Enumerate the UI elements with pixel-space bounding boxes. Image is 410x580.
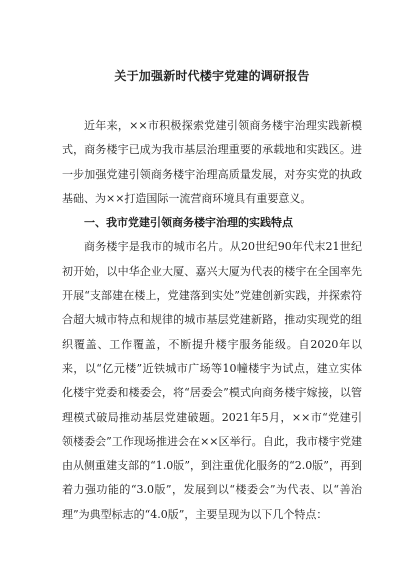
section-paragraph: 商务楼宇是我市的城市名片。从20世纪90年代末21世纪初开始，以中华企业大厦、嘉兴大厦为代表的楼宇在全国率先开展“支部建在楼上，党建落到实处”党建创新实践，并探索符合超大城市特点和规律的城市基层党建新路，推动实现党的组织覆盖、工作覆盖，不断提升楼宇服务能级。自2020年以来，以“亿元楼”近铁城市广场等10幢楼宇为试点，建立实体化楼宇党委和楼委会，将“居委会”模式向商务楼宇嫁接，以管理模式破局推动基层党建破题。2021年5月，××市“党建引领楼委会”工作现场推进会在××区举行。自此，我市楼宇党建由从侧重建支部的“1.0版”，到注重优化服务的“2.0版”，再到着力强功能的“3.0版”，发展到以“楼委会”为代表、以“善治理”为典型标志的“4.0版”，主要呈现为以下几个特点： — [62, 240, 362, 521]
intro-paragraph: 近年来，××市积极探索党建引领商务楼宇治理实践新模式，商务楼宇已成为我市基层治理重要的承载地和实践区。进一步加强党建引领商务楼宇治理高质量发展，对夯实党的执政基础、为××打造国际一流营商环境具有重要意义。 — [62, 119, 362, 205]
section-heading: 一、我市党建引领商务楼宇治理的实践特点 — [84, 216, 293, 230]
document-title: 关于加强新时代楼宇党建的调研报告 — [114, 69, 310, 83]
